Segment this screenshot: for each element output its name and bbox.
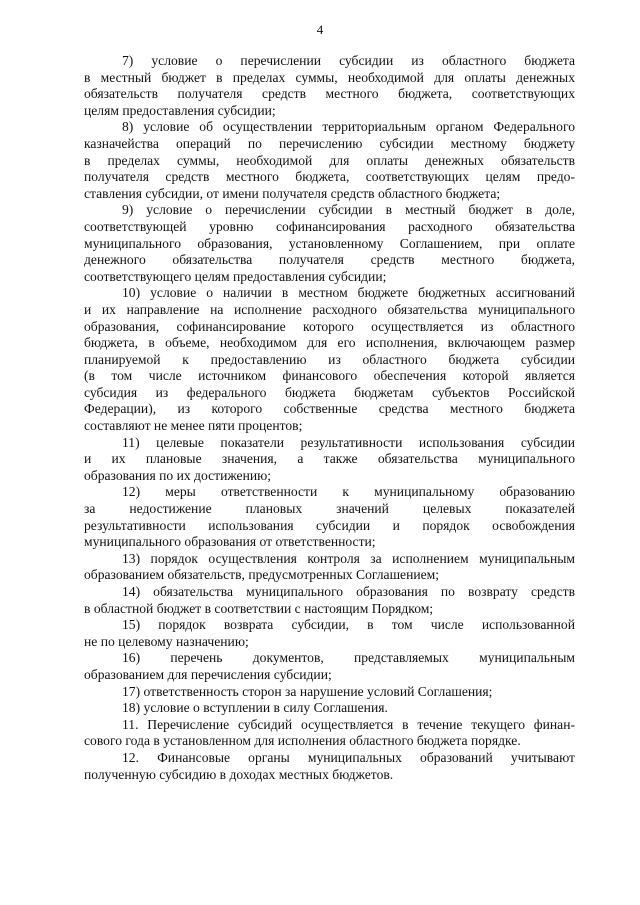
text-line: 18) условие о вступлении в силу Соглашения.	[122, 700, 388, 716]
text-line: 16) перечень документов, представляемых муниципальным	[122, 650, 575, 666]
text-line: образованием обязательств, предусмотренных Соглашением;	[84, 567, 440, 583]
paragraph	[84, 435, 575, 485]
text-line: планируемой к предоставлению из областного бюджета субсидии	[84, 351, 575, 367]
paragraph	[84, 717, 575, 750]
paragraph	[84, 484, 575, 550]
text-line: результативности использования субсидии и порядок освобождения	[84, 517, 575, 533]
text-line: 15) порядок возврата субсидии, в том числе использованной	[122, 617, 575, 633]
text-line: в пределах суммы, необходимой для оплаты денежных обязательств	[84, 152, 575, 168]
paragraph	[84, 617, 575, 650]
text-line: муниципального образования от ответственности;	[84, 534, 376, 550]
paragraph	[84, 53, 575, 119]
text-line: образования по их достижению;	[84, 467, 272, 483]
text-line: 11. Перечисление субсидий осуществляется в течение текущего финан-	[122, 716, 575, 732]
paragraph	[84, 750, 575, 783]
text-line: получателя средств местного бюджета, соответствующих целям предо-	[84, 169, 575, 185]
paragraph	[84, 584, 575, 617]
text-line: 9) условие о перечислении субсидии в местный бюджет в доле,	[122, 202, 575, 218]
text-line: 7) условие о перечислении субсидии из областного бюджета	[122, 53, 575, 68]
text-line: и их направление на исполнение расходного обязательства муниципального	[84, 301, 575, 317]
text-line: (в том числе источником финансового обеспечения которой является	[84, 368, 575, 384]
text-line: составляют не менее пяти процентов;	[84, 418, 303, 434]
text-line: соответствующего целям предоставления субсидии;	[84, 268, 387, 284]
text-line: 12) меры ответственности к муниципальному образованию	[122, 484, 575, 500]
paragraph	[84, 551, 575, 584]
text-line: в местный бюджет в пределах суммы, необходимой для оплаты денежных	[84, 69, 575, 85]
text-line: 17) ответственность сторон за нарушение условий Соглашения;	[122, 683, 493, 699]
paragraph	[84, 700, 575, 717]
text-line: за недостижение плановых значений целевых показателей	[84, 501, 575, 517]
text-line: денежного обязательства получателя средств местного бюджета,	[84, 252, 575, 268]
text-line: 10) условие о наличии в местном бюджете бюджетных ассигнований	[122, 285, 575, 301]
text-line: и их плановые значения, а также обязательства муниципального	[84, 451, 575, 467]
text-line: 14) обязательства муниципального образования по возврату средств	[122, 584, 575, 599]
text-line: образования, софинансирование которого осуществляется из областного	[84, 318, 575, 334]
paragraph	[84, 202, 575, 285]
paragraph	[84, 650, 575, 683]
text-line: обязательств получателя средств местного бюджета, соответствующих	[84, 86, 575, 102]
text-line: соответствующей уровню софинансирования расходного обязательства	[84, 218, 575, 234]
text-line: образованием для перечисления субсидии;	[84, 666, 332, 682]
text-line: бюджета, в объеме, необходимом для его исполнения, включающем размер	[84, 335, 575, 351]
text-line: 11) целевые показатели результативности использования субсидии	[122, 434, 575, 450]
text-line: не по целевому назначению;	[84, 633, 249, 649]
text-line: субсидия из федерального бюджета бюджетам субъектов Российской	[84, 384, 575, 400]
text-line: 8) условие об осуществлении территориальным органом Федерального	[122, 119, 575, 135]
text-line: целям предоставления субсидии;	[84, 102, 276, 118]
document-body	[84, 53, 575, 783]
text-line: муниципального образования, установленному Соглашением, при оплате	[84, 235, 575, 251]
paragraph	[84, 285, 575, 434]
page-number: 4	[316, 22, 324, 37]
text-line: сового года в установленном для исполнения областного бюджета порядке.	[84, 733, 521, 749]
text-line: полученную субсидию в доходах местных бюджетов.	[84, 766, 394, 782]
text-line: ставления субсидии, от имени получателя средств областного бюджета;	[84, 185, 501, 201]
paragraph	[84, 684, 575, 701]
paragraph	[84, 119, 575, 202]
text-line: 13) порядок осуществления контроля за исполнением муниципальным	[122, 550, 575, 566]
text-line: в областной бюджет в соответствии с настоящим Порядком;	[84, 600, 434, 616]
text-line: Федерации), из которого собственные средства местного бюджета	[84, 401, 575, 417]
text-line: казначейства операций по перечислению субсидии местному бюджету	[84, 135, 575, 151]
text-line: 12. Финансовые органы муниципальных образований учитывают	[122, 749, 575, 765]
